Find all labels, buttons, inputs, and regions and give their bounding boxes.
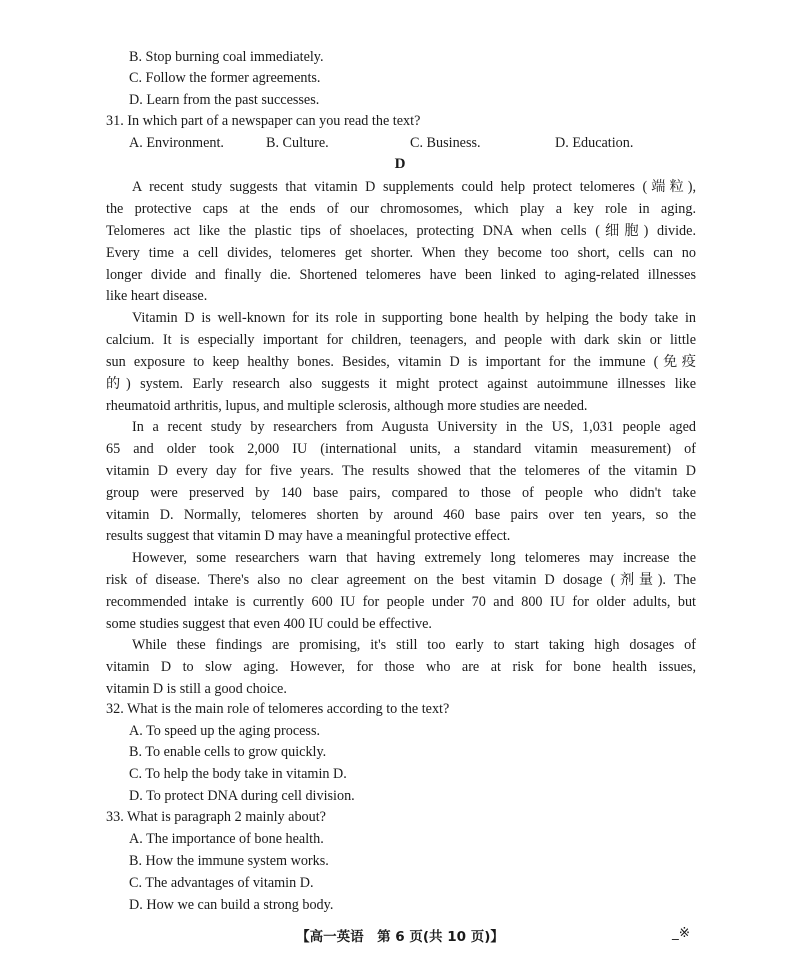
- q33-option-a: A. The importance of bone health.: [129, 831, 324, 847]
- passage-line: vitamin D. Normally, telomeres shorten by around 460 base pairs over ten years, so the: [106, 506, 696, 523]
- passage-line: calcium. It is especially important for children, teenagers, and people with dark skin or little: [106, 331, 696, 348]
- passage-line: rheumatoid arthritis, lupus, and multiple sclerosis, although more studies are needed.: [106, 397, 588, 414]
- corner-mark: _※: [672, 925, 691, 941]
- q32-stem: 32. What is the main role of telomeres according to the text?: [106, 701, 450, 717]
- q32-option-a: A. To speed up the aging process.: [129, 723, 321, 739]
- passage-line: 的) system. Early research also suggests it might protect against autoimmune illnesses like: [106, 375, 696, 392]
- passage-line: risk of disease. There's also no clear agreement on the best vitamin D dosage (剂量). The: [106, 571, 696, 588]
- q31-option-a: A. Environment.: [129, 135, 224, 151]
- passage-line: However, some researchers warn that having extremely long telomeres may increase the: [132, 550, 696, 566]
- section-title: D: [394, 156, 406, 172]
- q32-option-b: B. To enable cells to grow quickly.: [129, 744, 327, 760]
- q31-option-b: B. Culture.: [266, 135, 329, 151]
- passage-line: longer divide and finally die. Shortened telomeres have been linked to aging-related illnesses: [106, 266, 696, 283]
- q33-option-d: D. How we can build a strong body.: [129, 897, 334, 913]
- passage-line: Vitamin D is well-known for its role in supporting bone health by helping the body take in: [132, 310, 696, 326]
- q30-option-c: C. Follow the former agreements.: [129, 70, 321, 86]
- q30-option-d: D. Learn from the past successes.: [129, 92, 320, 108]
- q32-option-c: C. To help the body take in vitamin D.: [129, 766, 347, 782]
- passage-line: like heart disease.: [106, 288, 208, 305]
- passage-line: sun exposure to keep healthy bones. Besides, vitamin D is important for the immune (免疫: [106, 353, 696, 370]
- q33-stem: 33. What is paragraph 2 mainly about?: [106, 809, 326, 825]
- passage-line: While these findings are promising, it's still too early to start taking high dosages of: [132, 637, 696, 653]
- q33-option-b: B. How the immune system works.: [129, 853, 329, 869]
- passage-paragraph-3: [106, 417, 696, 548]
- q31-stem: 31. In which part of a newspaper can you read the text?: [106, 113, 421, 129]
- passage-paragraph-4: [106, 548, 696, 636]
- q33-option-c: C. The advantages of vitamin D.: [129, 875, 314, 891]
- q32-option-d: D. To protect DNA during cell division.: [129, 788, 355, 804]
- passage-line: results suggest that vitamin D may have a meaningful protective effect.: [106, 528, 511, 545]
- passage-line: Every time a cell divides, telomeres get shorter. When they become too short, cells can no: [106, 244, 696, 261]
- passage-line: group were preserved by 140 base pairs, compared to those of people who didn't take: [106, 484, 696, 501]
- passage-line: the protective caps at the ends of our chromosomes, which play a key role in aging.: [106, 200, 696, 217]
- passage-line: In a recent study by researchers from Augusta University in the US, 1,031 people aged: [132, 419, 696, 435]
- passage-line: vitamin D to slow aging. However, for those who are at risk for bone health issues,: [106, 658, 696, 675]
- passage-paragraph-5: [106, 635, 696, 701]
- passage-line: A recent study suggests that vitamin D supplements could help protect telomeres (端粒),: [132, 179, 696, 195]
- q31-option-d: D. Education.: [555, 135, 634, 151]
- passage-line: some studies suggest that even 400 IU could be effective.: [106, 615, 432, 632]
- passage-line: vitamin D every day for five years. The results showed that the telomeres of the vitamin D: [106, 462, 696, 479]
- passage-line: vitamin D is still a good choice.: [106, 680, 287, 697]
- passage-line: Telomeres act like the plastic tips of shoelaces, protecting DNA when cells (细胞) divide.: [106, 222, 696, 239]
- passage-line: recommended intake is currently 600 IU for people under 70 and 800 IU for older adults, but: [106, 593, 696, 610]
- passage-paragraph-1: [106, 177, 696, 308]
- page-footer: 【高一英语 第 6 页(共 10 页)】: [296, 929, 504, 945]
- passage-paragraph-2: [106, 308, 696, 417]
- q30-option-b: B. Stop burning coal immediately.: [129, 49, 324, 65]
- passage-line: 65 and older took 2,000 IU (international units, a standard vitamin measurement) of: [106, 440, 696, 457]
- q31-option-c: C. Business.: [410, 135, 481, 151]
